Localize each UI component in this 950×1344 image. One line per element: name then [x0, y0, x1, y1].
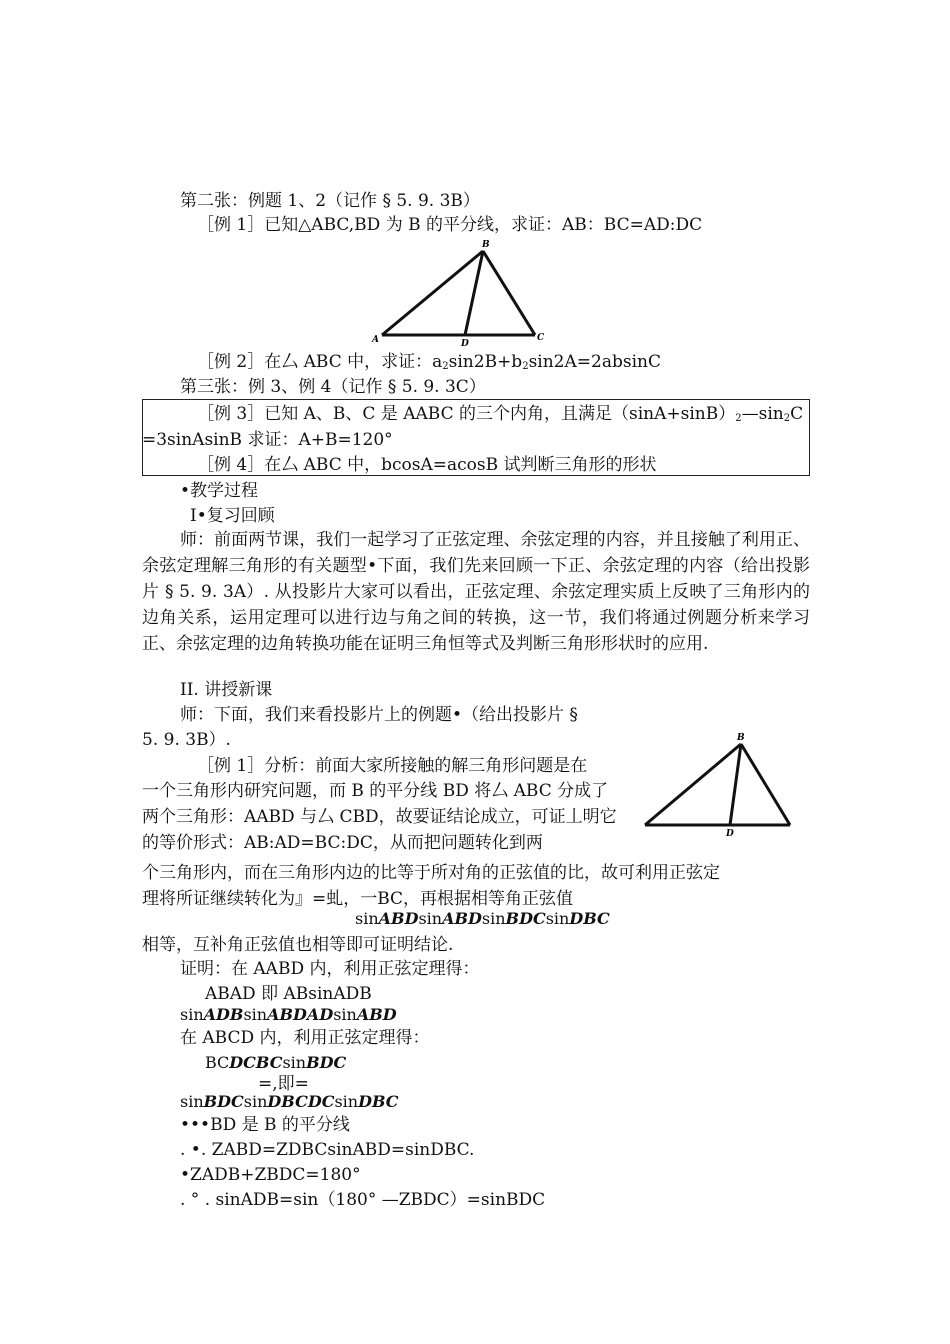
analysis-line-5: 个三角形内，而在三角形内边的比等于所对角的正弦值的比，故可利用正弦定	[142, 863, 720, 883]
proof-line-5: =,即=	[258, 1074, 309, 1094]
sin-text: sin	[418, 909, 443, 928]
angle-text: ABD	[378, 909, 419, 928]
example-1-statement: ［例 1］已知△ABC,BD 为 B 的平分线，求证：AB：BC=AD:DC	[197, 215, 703, 235]
angle-text: ABDAD	[267, 1005, 334, 1024]
example-3-continuation: =3sinAsinB 求证：A+B=120°	[142, 430, 393, 450]
analysis-line-1: ［例 1］分析：前面大家所接触的解三角形问题是在	[197, 756, 588, 776]
analysis-line-7: 相等，互补角正弦值也相等即可证明结论.	[142, 935, 454, 955]
slide-3-heading: 第三张：例 3、例 4（记作 § 5. 9. 3C）	[180, 377, 486, 397]
proof-line-9: •ZADB+ZBDC=180°	[180, 1165, 361, 1185]
review-heading: I•复习回顾	[190, 506, 275, 526]
vertex-label-d: D	[726, 829, 734, 839]
proof-line-2	[180, 1004, 397, 1026]
ratio-denominators	[355, 908, 610, 930]
angle-text: BDC	[306, 1053, 347, 1072]
sin-text: sin	[333, 1005, 357, 1024]
vertex-label-b: B	[482, 240, 490, 250]
analysis-line-3: 两个三角形：AABD 与厶 CBD，故要证结论成立，可证丄明它	[142, 807, 617, 827]
triangle-figure-1	[370, 238, 550, 348]
triangle-figure-2	[640, 728, 800, 840]
subscript-2: 2	[783, 413, 791, 424]
proof-line-6	[180, 1091, 399, 1113]
angle-text: BDC	[505, 909, 546, 928]
proof-line-10: . ° . sinADB=sin（180° —ZBDC）=sinBDC	[180, 1190, 546, 1210]
proof-line-4	[205, 1052, 346, 1074]
sin-text: sin	[334, 1092, 359, 1111]
angle-text: DBC	[569, 909, 610, 928]
proof-line-3: 在 ABCD 内，利用正弦定理得：	[180, 1028, 430, 1048]
example-2-text-c: sin2A=2absinC	[528, 352, 661, 372]
vertex-label-b: B	[737, 733, 745, 743]
sin-text: sin	[243, 1005, 268, 1024]
analysis-line-6: 理将所证继续转化为』=虬，一BC，再根据相等角正弦值	[142, 889, 574, 909]
analysis-line-2: 一个三角形内研究问题，而 B 的平分线 BD 将厶 ABC 分成了	[142, 781, 609, 801]
angle-text: DBCDC	[267, 1092, 335, 1111]
angle-text: ADB	[203, 1005, 244, 1024]
teaching-process-heading: •教学过程	[180, 481, 259, 501]
sin-text: sin	[282, 1053, 307, 1072]
subscript-2: 2	[735, 413, 742, 424]
sin-text: sin	[180, 1005, 204, 1024]
new-lesson-heading: II. 讲授新课	[180, 680, 273, 700]
subscript-2: 2	[522, 361, 529, 372]
subscript-2: 2	[442, 361, 449, 372]
sin-text: sin	[355, 909, 379, 928]
angle-text: ABD	[356, 1005, 397, 1024]
sin-text: sin	[243, 1092, 268, 1111]
teacher-line-cont: 5. 9. 3B）.	[142, 730, 231, 750]
example-3-text-b: —sin	[741, 404, 784, 424]
teacher-line: 师：下面，我们来看投影片上的例题•（给出投影片 §	[180, 705, 578, 725]
sin-text: sin	[481, 909, 506, 928]
angle-text: ABD	[442, 909, 482, 928]
sin-text: sin	[545, 909, 570, 928]
proof-line-8: . •. ZABD=ZDBCsinABD=sinDBC.	[180, 1140, 475, 1160]
example-3-statement	[197, 403, 803, 430]
vertex-label-d: D	[461, 339, 469, 348]
slide-2-heading: 第二张：例题 1、2（记作 § 5. 9. 3B）	[180, 191, 480, 211]
vertex-label-c: C	[537, 333, 545, 343]
example-3-text-c: C	[790, 404, 804, 424]
proof-line-1: ABAD 即 ABsinADB	[205, 984, 372, 1004]
analysis-line-4: 的等价形式：AB:AD=BC:DC，从而把问题转化到两	[142, 833, 543, 853]
sin-text: sin	[180, 1092, 204, 1111]
angle-text: DCBC	[229, 1053, 283, 1072]
example-2-text-b: sin2B+b	[448, 352, 523, 372]
proof-intro: 证明：在 AABD 内，利用正弦定理得：	[180, 959, 480, 979]
side-text: BC	[205, 1053, 230, 1072]
review-paragraph: 师：前面两节课，我们一起学习了正弦定理、余弦定理的内容，并且接触了利用正、余弦定理解三角形的有关题型•下面，我们先来回顾一下正、余弦定理的内容（给出投影片 § 5. 9. 3A）. 从投影片大家可以看出，正弦定理、余弦定理实质上反映了三角形内的边角关系，运用定理可以进行边与角之间的转换，这一节，我们将通过例题分析来学习正、余弦定理的边角转换功能在证明三角恒等式及判断三角形形状时的应用.	[142, 530, 810, 654]
vertex-label-a: A	[372, 335, 379, 345]
example-2-text-a: ［例 2］在厶 ABC 中，求证：a	[197, 352, 443, 372]
example-2-statement	[197, 351, 661, 378]
proof-line-7: •••BD 是 B 的平分线	[180, 1115, 350, 1135]
example-4-statement: ［例 4］在厶 ABC 中，bcosA=acosB 试判断三角形的形状	[197, 455, 657, 475]
angle-text: DBC	[358, 1092, 399, 1111]
example-3-text-a: ［例 3］已知 A、B、C 是 AABC 的三个内角，且满足（sinA+sinB）	[197, 404, 736, 424]
angle-text: BDC	[203, 1092, 244, 1111]
